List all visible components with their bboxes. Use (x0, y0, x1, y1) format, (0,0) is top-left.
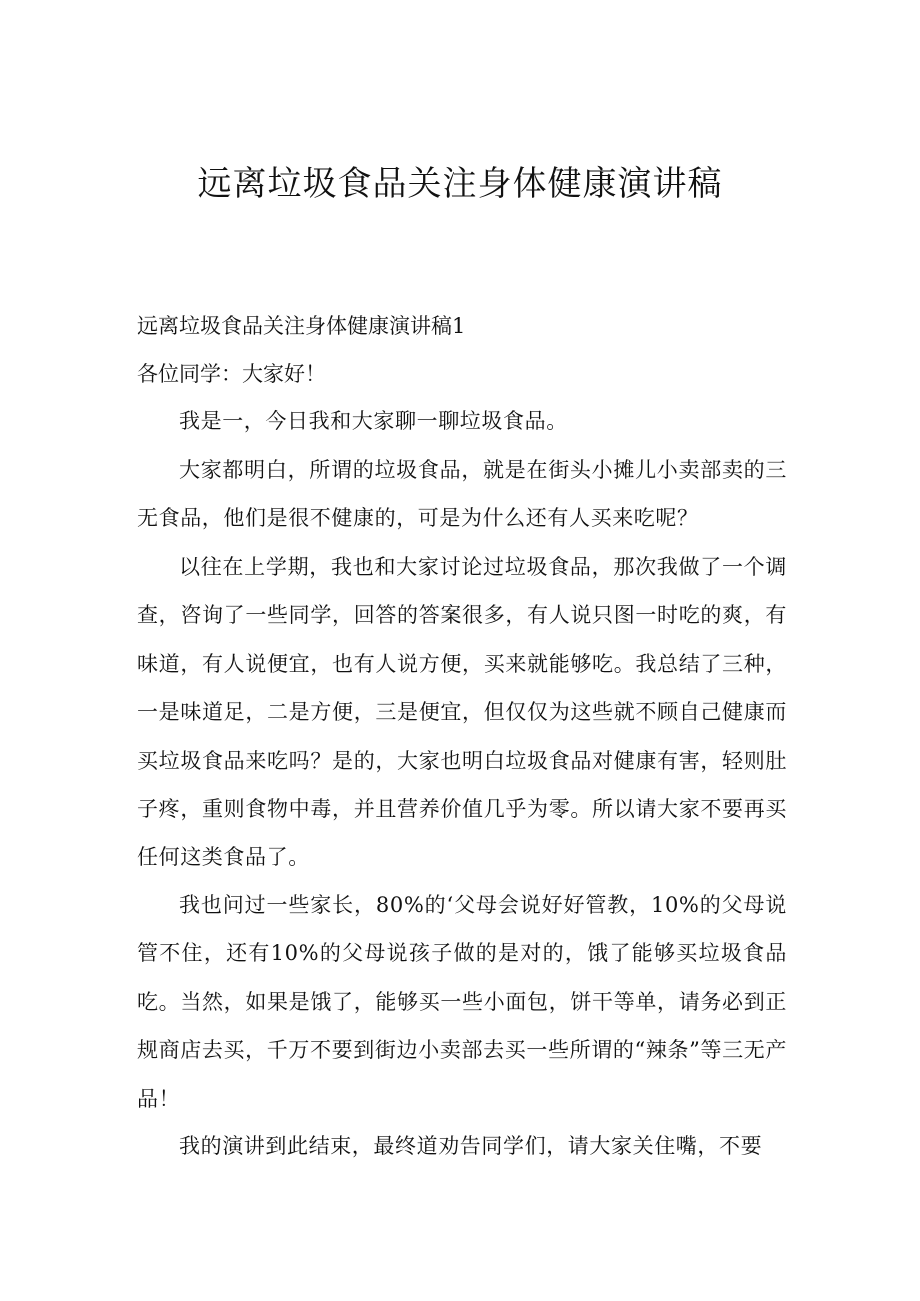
paragraph-3: 以往在上学期，我也和大家讨论过垃圾食品，那次我做了一个调查，咨询了一些同学，回答的答案很多，有人说只图一时吃的爽，有味道，有人说便宜，也有人说方便，买来就能够吃。我总结了三种，一是味道足，二是方便，三是便宜，但仅仅为这些就不顾自己健康而买垃圾食品来吃吗？是的，大家也明白垃圾食品对健康有害，轻则肚子疼，重则食物中毒，并且营养价值几乎为零。所以请大家不要再买任何这类食品了。 (137, 555, 787, 870)
paragraph-4: 我也问过一些家长，80%的‘父母会说好好管教，10%的父母说管不住，还有10%的父母说孩子做的是对的，饿了能够买垃圾食品吃。当然，如果是饿了，能够买一些小面包，饼干等单，请务必到正规商店去买，千万不要到街边小卖部去买一些所谓的“辣条”等三无产品！ (137, 893, 787, 1111)
speech-subtitle: 远离垃圾食品关注身体健康演讲稿1 (137, 314, 466, 338)
paragraph-2: 大家都明白，所谓的垃圾食品，就是在街头小摊儿小卖部卖的三无食品，他们是很不健康的，可是为什么还有人买来吃呢？ (137, 458, 787, 531)
paragraph-5: 我的演讲到此结束，最终道劝告同学们，请大家关住嘴，不要 (179, 1134, 763, 1158)
document-title: 远离垃圾食品关注身体健康演讲稿 (197, 164, 723, 204)
paragraph-1: 我是一，今日我和大家聊一聊垃圾食品。 (179, 409, 568, 433)
speech-greeting: 各位同学：大家好！ (137, 362, 326, 386)
